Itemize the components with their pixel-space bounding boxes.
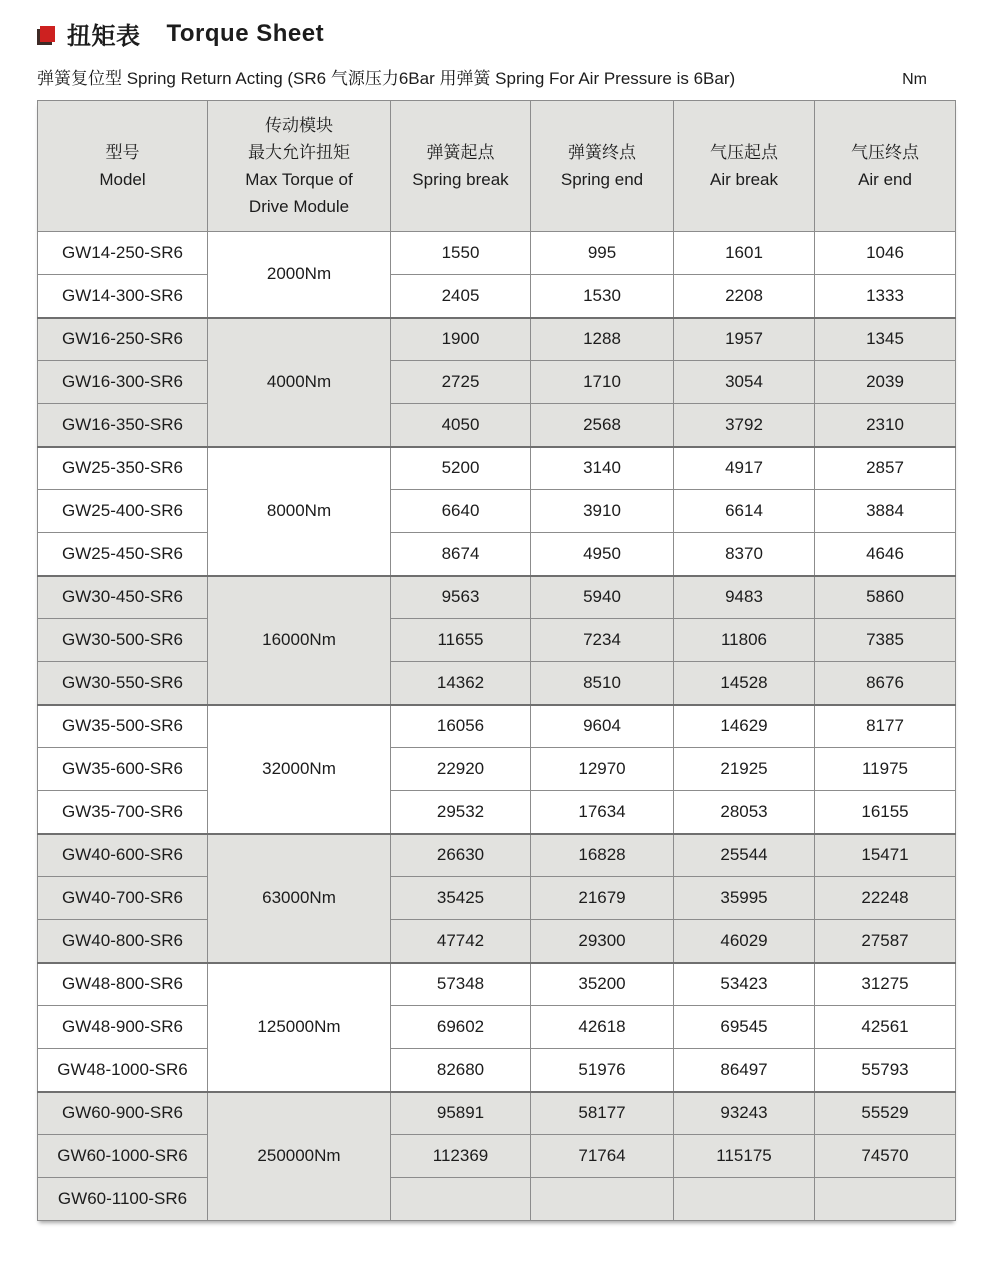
model-cell: GW25-450-SR6: [38, 533, 208, 576]
spring-break-cell: 112369: [391, 1135, 531, 1178]
table-row: [38, 963, 956, 1006]
model-cell: GW25-350-SR6: [38, 447, 208, 490]
spring-break-cell: 2405: [391, 275, 531, 318]
model-cell: GW16-250-SR6: [38, 318, 208, 361]
air-break-cell: 6614: [674, 490, 815, 533]
air-end-cell: 42561: [815, 1006, 956, 1049]
spring-break-cell: 35425: [391, 877, 531, 920]
spring-break-cell: 22920: [391, 748, 531, 791]
model-cell: GW48-900-SR6: [38, 1006, 208, 1049]
air-end-cell: 1046: [815, 232, 956, 275]
spring-end-cell: 2568: [531, 404, 674, 447]
spring-end-cell: 29300: [531, 920, 674, 963]
table-row: [38, 275, 956, 318]
air-end-cell: 74570: [815, 1135, 956, 1178]
air-end-cell: 2857: [815, 447, 956, 490]
spring-break-cell: 47742: [391, 920, 531, 963]
max-torque-cell: 250000Nm: [208, 1092, 391, 1221]
air-break-cell: 93243: [674, 1092, 815, 1135]
air-break-cell: 8370: [674, 533, 815, 576]
spring-end-cell: 4950: [531, 533, 674, 576]
column-header-air_break: 气压起点 Air break: [674, 101, 815, 232]
air-break-cell: 4917: [674, 447, 815, 490]
table-row: [38, 1135, 956, 1178]
torque-table-head: [38, 101, 956, 232]
table-row: [38, 1178, 956, 1221]
model-cell: GW14-250-SR6: [38, 232, 208, 275]
table-row: [38, 361, 956, 404]
model-cell: GW60-1100-SR6: [38, 1178, 208, 1221]
table-row: [38, 1092, 956, 1135]
page-title-en: Torque Sheet: [166, 19, 325, 47]
table-row: [38, 1006, 956, 1049]
spring-end-cell: 35200: [531, 963, 674, 1006]
column-header-model: 型号 Model: [38, 101, 208, 232]
model-cell: GW25-400-SR6: [38, 490, 208, 533]
model-cell: GW48-800-SR6: [38, 963, 208, 1006]
air-end-cell: 11975: [815, 748, 956, 791]
page-title-zh: 扭矩表: [67, 23, 141, 50]
air-break-cell: 2208: [674, 275, 815, 318]
table-row: [38, 748, 956, 791]
air-break-cell: 69545: [674, 1006, 815, 1049]
spring-break-cell: 69602: [391, 1006, 531, 1049]
model-cell: GW30-550-SR6: [38, 662, 208, 705]
table-row: [38, 447, 956, 490]
spring-end-cell: 58177: [531, 1092, 674, 1135]
spring-break-cell: 29532: [391, 791, 531, 834]
air-break-cell: [674, 1178, 815, 1221]
air-end-cell: 4646: [815, 533, 956, 576]
air-end-cell: 15471: [815, 834, 956, 877]
table-row: [38, 533, 956, 576]
air-end-cell: 2039: [815, 361, 956, 404]
spring-end-cell: 1288: [531, 318, 674, 361]
air-break-cell: 86497: [674, 1049, 815, 1092]
air-end-cell: 31275: [815, 963, 956, 1006]
spring-break-cell: 95891: [391, 1092, 531, 1135]
column-header-air_end: 气压终点 Air end: [815, 101, 956, 232]
red-square-bullet-icon: [40, 26, 55, 42]
spring-end-cell: 3910: [531, 490, 674, 533]
spring-end-cell: 7234: [531, 619, 674, 662]
max-torque-cell: 32000Nm: [208, 705, 391, 834]
header-row: [38, 101, 956, 232]
air-break-cell: 1957: [674, 318, 815, 361]
spring-end-cell: 995: [531, 232, 674, 275]
spring-end-cell: 12970: [531, 748, 674, 791]
max-torque-cell: 2000Nm: [208, 232, 391, 318]
model-cell: GW30-500-SR6: [38, 619, 208, 662]
model-cell: GW48-1000-SR6: [38, 1049, 208, 1092]
table-row: [38, 232, 956, 275]
max-torque-cell: 8000Nm: [208, 447, 391, 576]
air-break-cell: 28053: [674, 791, 815, 834]
max-torque-cell: 16000Nm: [208, 576, 391, 705]
spring-end-cell: [531, 1178, 674, 1221]
spring-break-cell: 1550: [391, 232, 531, 275]
air-break-cell: 46029: [674, 920, 815, 963]
table-row: [38, 318, 956, 361]
spring-break-cell: 11655: [391, 619, 531, 662]
model-cell: GW35-500-SR6: [38, 705, 208, 748]
torque-table-body: [38, 232, 956, 1221]
spring-end-cell: 8510: [531, 662, 674, 705]
air-end-cell: 22248: [815, 877, 956, 920]
spring-break-cell: 9563: [391, 576, 531, 619]
spring-end-cell: 21679: [531, 877, 674, 920]
table-row: [38, 791, 956, 834]
air-end-cell: 8676: [815, 662, 956, 705]
spring-break-cell: 2725: [391, 361, 531, 404]
spring-break-cell: 1900: [391, 318, 531, 361]
spring-break-cell: 82680: [391, 1049, 531, 1092]
air-end-cell: 55793: [815, 1049, 956, 1092]
table-row: [38, 619, 956, 662]
model-cell: GW30-450-SR6: [38, 576, 208, 619]
air-end-cell: [815, 1178, 956, 1221]
spring-break-cell: [391, 1178, 531, 1221]
table-row: [38, 490, 956, 533]
air-end-cell: 55529: [815, 1092, 956, 1135]
air-break-cell: 1601: [674, 232, 815, 275]
air-end-cell: 5860: [815, 576, 956, 619]
table-row: [38, 662, 956, 705]
model-cell: GW40-800-SR6: [38, 920, 208, 963]
spring-end-cell: 42618: [531, 1006, 674, 1049]
air-break-cell: 35995: [674, 877, 815, 920]
model-cell: GW60-900-SR6: [38, 1092, 208, 1135]
air-break-cell: 11806: [674, 619, 815, 662]
air-break-cell: 21925: [674, 748, 815, 791]
spring-break-cell: 4050: [391, 404, 531, 447]
air-end-cell: 8177: [815, 705, 956, 748]
table-row: [38, 920, 956, 963]
spring-end-cell: 9604: [531, 705, 674, 748]
spring-end-cell: 5940: [531, 576, 674, 619]
air-end-cell: 3884: [815, 490, 956, 533]
model-cell: GW40-600-SR6: [38, 834, 208, 877]
air-end-cell: 27587: [815, 920, 956, 963]
spring-end-cell: 1710: [531, 361, 674, 404]
spring-end-cell: 17634: [531, 791, 674, 834]
page-subtitle-row: [37, 64, 955, 89]
spring-break-cell: 26630: [391, 834, 531, 877]
table-row: [38, 834, 956, 877]
spring-break-cell: 16056: [391, 705, 531, 748]
model-cell: GW35-600-SR6: [38, 748, 208, 791]
spring-break-cell: 5200: [391, 447, 531, 490]
table-row: [38, 877, 956, 920]
model-cell: GW16-300-SR6: [38, 361, 208, 404]
column-header-spring_break: 弹簧起点 Spring break: [391, 101, 531, 232]
model-cell: GW16-350-SR6: [38, 404, 208, 447]
spring-break-cell: 6640: [391, 490, 531, 533]
air-end-cell: 16155: [815, 791, 956, 834]
page-title: [37, 16, 1000, 51]
air-break-cell: 9483: [674, 576, 815, 619]
page-subtitle: 弹簧复位型 Spring Return Acting (SR6 气源压力6Bar 用弹簧 Spring For Air Pressure is 6Bar): [37, 69, 736, 88]
spring-end-cell: 16828: [531, 834, 674, 877]
table-row: [38, 1049, 956, 1092]
model-cell: GW35-700-SR6: [38, 791, 208, 834]
column-header-torque: 传动模块 最大允许扭矩 Max Torque of Drive Module: [208, 101, 391, 232]
spring-break-cell: 57348: [391, 963, 531, 1006]
model-cell: GW14-300-SR6: [38, 275, 208, 318]
air-end-cell: 2310: [815, 404, 956, 447]
column-header-spring_end: 弹簧终点 Spring end: [531, 101, 674, 232]
spring-end-cell: 51976: [531, 1049, 674, 1092]
air-end-cell: 1345: [815, 318, 956, 361]
spring-break-cell: 8674: [391, 533, 531, 576]
air-break-cell: 53423: [674, 963, 815, 1006]
max-torque-cell: 63000Nm: [208, 834, 391, 963]
table-row: [38, 705, 956, 748]
air-break-cell: 115175: [674, 1135, 815, 1178]
unit-label: Nm: [902, 71, 927, 88]
model-cell: GW40-700-SR6: [38, 877, 208, 920]
spring-break-cell: 14362: [391, 662, 531, 705]
air-end-cell: 1333: [815, 275, 956, 318]
table-row: [38, 404, 956, 447]
air-break-cell: 25544: [674, 834, 815, 877]
air-break-cell: 3792: [674, 404, 815, 447]
air-break-cell: 14629: [674, 705, 815, 748]
torque-table: [37, 100, 956, 1221]
air-break-cell: 3054: [674, 361, 815, 404]
air-end-cell: 7385: [815, 619, 956, 662]
air-break-cell: 14528: [674, 662, 815, 705]
model-cell: GW60-1000-SR6: [38, 1135, 208, 1178]
table-row: [38, 576, 956, 619]
spring-end-cell: 3140: [531, 447, 674, 490]
max-torque-cell: 125000Nm: [208, 963, 391, 1092]
spring-end-cell: 71764: [531, 1135, 674, 1178]
spring-end-cell: 1530: [531, 275, 674, 318]
max-torque-cell: 4000Nm: [208, 318, 391, 447]
